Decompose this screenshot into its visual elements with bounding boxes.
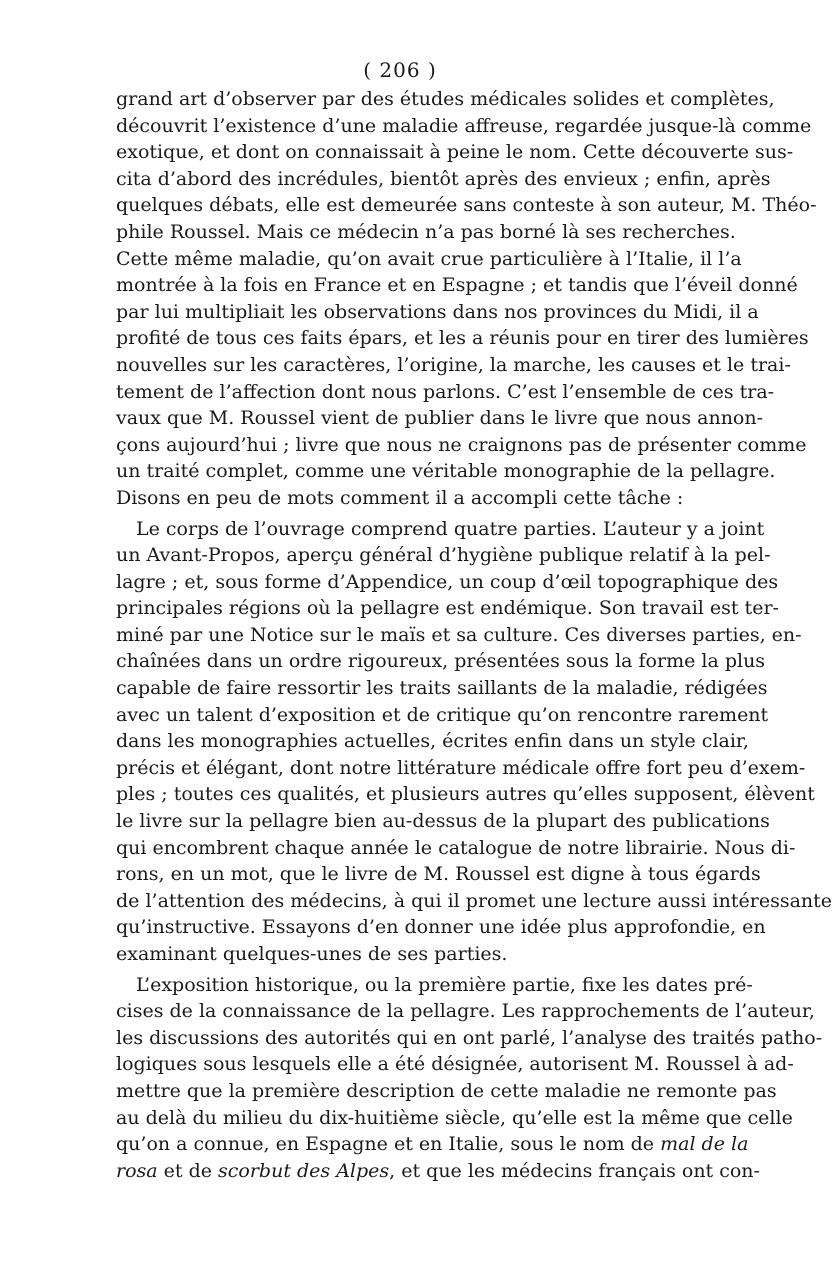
text-line: rosa et de scorbut des Alpes, et que les médecins français ont con-	[116, 1159, 760, 1182]
text-line: L’exposition historique, ou la première partie, fixe les dates pré-	[136, 973, 753, 996]
text-line: les discussions des autorités qui en ont parlé, l’analyse des traités patho-	[116, 1026, 823, 1049]
text-line: Cette même maladie, qu’on avait crue particulière à l’Italie, il l’a	[116, 247, 742, 270]
paragraph-2	[116, 516, 832, 968]
text-line: logiques sous lesquels elle a été désignée, autorisent M. Roussel à ad-	[116, 1053, 794, 1076]
text-line: rons, en un mot, que le livre de M. Roussel est digne à tous égards	[116, 863, 761, 886]
text-line: qui encombrent chaque année le catalogue de notre librairie. Nous di-	[116, 836, 796, 859]
text-line: de l’attention des médecins, à qui il promet une lecture aussi intéressante	[116, 889, 832, 912]
text-line: chaînées dans un ordre rigoureux, présentées sous la forme la plus	[116, 650, 766, 673]
paragraph-3	[116, 972, 823, 1185]
text-line: miné par une Notice sur le maïs et sa culture. Ces diverses parties, en-	[116, 623, 802, 646]
text-line: au delà du milieu du dix-huitième siècle, qu’elle est la même que celle	[116, 1106, 793, 1129]
text-line: nouvelles sur les caractères, l’origine, la marche, les causes et le trai-	[116, 353, 791, 376]
text-line: un traité complet, comme une véritable monographie de la pellagre.	[116, 460, 776, 483]
text-line: dans les monographies actuelles, écrites enfin dans un style clair,	[116, 730, 749, 753]
text-line: montrée à la fois en France et en Espagne ; et tandis que l’éveil donné	[116, 274, 798, 297]
text-line: Disons en peu de mots comment il a accompli cette tâche :	[116, 486, 684, 509]
text-line: mettre que la première description de cette maladie ne remonte pas	[116, 1079, 777, 1102]
text-line: un Avant-Propos, aperçu général d’hygiène publique relatif à la pel-	[116, 544, 771, 567]
text-line: exotique, et dont on connaissait à peine le nom. Cette découverte sus-	[116, 141, 794, 164]
text-line: découvrit l’existence d’une maladie affreuse, regardée jusque-là comme	[116, 114, 812, 137]
paragraph-1	[116, 86, 817, 512]
text-line: vaux que M. Roussel vient de publier dans le livre que nous annon-	[116, 407, 764, 430]
text-line: cita d’abord des incrédules, bientôt après des envieux ; enfin, après	[116, 167, 771, 190]
text-line: le livre sur la pellagre bien au-dessus de la plupart des publications	[116, 810, 770, 833]
page-number: ( 206 )	[363, 58, 437, 82]
text-line: capable de faire ressortir les traits saillants de la maladie, rédigées	[116, 677, 768, 700]
text-line: quelques débats, elle est demeurée sans conteste à son auteur, M. Théo-	[116, 194, 817, 217]
text-line: tement de l’affection dont nous parlons. C’est l’ensemble de ces tra-	[116, 380, 775, 403]
text-line: qu’instructive. Essayons d’en donner une idée plus approfondie, en	[116, 916, 766, 939]
text-line: lagre ; et, sous forme d’Appendice, un coup d’œil topographique des	[116, 570, 779, 593]
text-line: examinant quelques-unes de ses parties.	[116, 943, 508, 965]
text-line: Le corps de l’ouvrage comprend quatre parties. L’auteur y a joint	[136, 517, 765, 540]
text-line: phile Roussel. Mais ce médecin n’a pas borné là ses recherches.	[116, 220, 736, 243]
text-line: cises de la connaissance de la pellagre. Les rapprochements de l’auteur,	[116, 1000, 815, 1023]
text-line: avec un talent d’exposition et de critique qu’on rencontre rarement	[116, 703, 769, 726]
text-line: çons aujourd’hui ; livre que nous ne craignons pas de présenter comme	[116, 433, 807, 456]
text-line: profité de tous ces faits épars, et les a réunis pour en tirer des lumières	[116, 327, 809, 350]
body-text	[116, 86, 832, 1184]
text-line: qu’on a connue, en Espagne et en Italie, sous le nom de mal de la	[116, 1133, 749, 1156]
text-line: ples ; toutes ces qualités, et plusieurs autres qu’elles supposent, élèvent	[116, 783, 815, 806]
text-line: grand art d’observer par des études médicales solides et complètes,	[116, 88, 775, 110]
text-line: principales régions où la pellagre est endémique. Son travail est ter-	[116, 597, 779, 620]
text-line: précis et élégant, dont notre littérature médicale offre fort peu d’exem-	[116, 756, 806, 779]
text-line: par lui multipliait les observations dans nos provinces du Midi, il a	[116, 300, 759, 323]
